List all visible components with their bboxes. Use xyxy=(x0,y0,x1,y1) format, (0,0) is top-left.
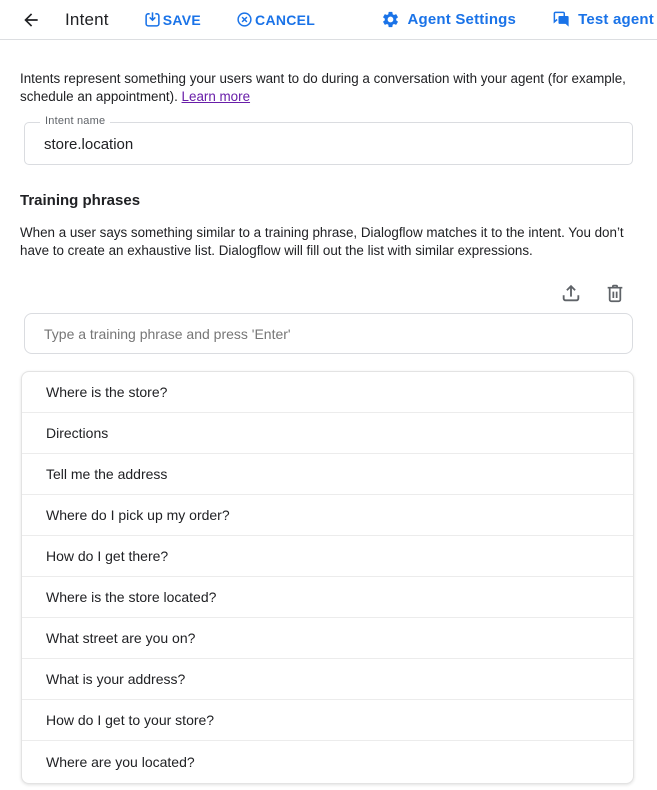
toolbar-right-group xyxy=(381,10,657,29)
training-phrase-text: What is your address? xyxy=(46,671,186,687)
delete-button[interactable] xyxy=(603,281,627,305)
intent-name-label: Intent name xyxy=(40,115,110,127)
test-agent-label: Test agent xyxy=(578,11,654,28)
training-phrase-row[interactable] xyxy=(22,741,633,783)
upload-icon xyxy=(560,282,582,304)
save-icon xyxy=(144,11,161,28)
save-button-label: SAVE xyxy=(162,11,202,28)
training-phrase-row[interactable] xyxy=(22,495,633,536)
arrow-back-icon xyxy=(21,10,41,30)
training-phrase-row[interactable] xyxy=(22,577,633,618)
intent-description xyxy=(20,70,633,106)
training-phrase-text: Directions xyxy=(46,425,109,441)
cancel-button-label: CANCEL xyxy=(255,11,316,28)
phrase-actions-row xyxy=(20,281,633,305)
training-phrase-row[interactable] xyxy=(22,536,633,577)
training-phrase-text: What street are you on? xyxy=(46,630,196,646)
training-phrase-text: Where are you located? xyxy=(46,754,195,770)
training-phrases-list xyxy=(21,371,634,784)
training-phrase-row[interactable] xyxy=(22,454,633,495)
training-phrase-text: Where do I pick up my order? xyxy=(46,507,230,523)
training-phrase-input[interactable] xyxy=(24,313,633,354)
top-toolbar xyxy=(0,0,657,40)
upload-button[interactable] xyxy=(559,281,583,305)
training-phrase-text: How do I get to your store? xyxy=(46,712,215,728)
agent-settings-button[interactable] xyxy=(381,10,516,29)
intent-description-text: Intents represent something your users want to do during a conversation with your agent (for example, schedule an appointment). xyxy=(20,71,626,104)
intent-name-input[interactable] xyxy=(25,123,632,164)
intent-editor xyxy=(0,70,657,784)
training-phrase-row[interactable] xyxy=(22,372,633,413)
back-button[interactable] xyxy=(19,8,43,32)
page-title: Intent xyxy=(65,9,109,29)
training-phrase-text: Where is the store located? xyxy=(46,589,217,605)
training-phrase-text: How do I get there? xyxy=(46,548,169,564)
agent-settings-label: Agent Settings xyxy=(407,11,517,28)
training-phrase-row[interactable] xyxy=(22,700,633,741)
test-agent-button[interactable] xyxy=(552,10,654,29)
training-phrases-description: When a user says something similar to a training phrase, Dialogflow matches it to the intent. You don’t have to create an exhaustive list. Dialogflow will fill out the list with similar expressions. xyxy=(20,225,624,258)
training-phrase-row[interactable] xyxy=(22,659,633,700)
training-phrase-text: Tell me the address xyxy=(46,466,168,482)
intent-name-field xyxy=(24,115,633,165)
save-button[interactable] xyxy=(144,11,201,28)
chat-forum-icon xyxy=(552,10,571,29)
learn-more-link[interactable]: Learn more xyxy=(181,89,251,104)
trash-icon xyxy=(604,282,626,304)
gear-icon xyxy=(381,10,400,29)
training-phrase-text: Where is the store? xyxy=(46,384,168,400)
cancel-button[interactable] xyxy=(236,11,315,28)
training-phrase-row[interactable] xyxy=(22,618,633,659)
training-phrases-heading: Training phrases xyxy=(20,192,141,209)
training-phrase-row[interactable] xyxy=(22,413,633,454)
cancel-icon xyxy=(236,11,253,28)
